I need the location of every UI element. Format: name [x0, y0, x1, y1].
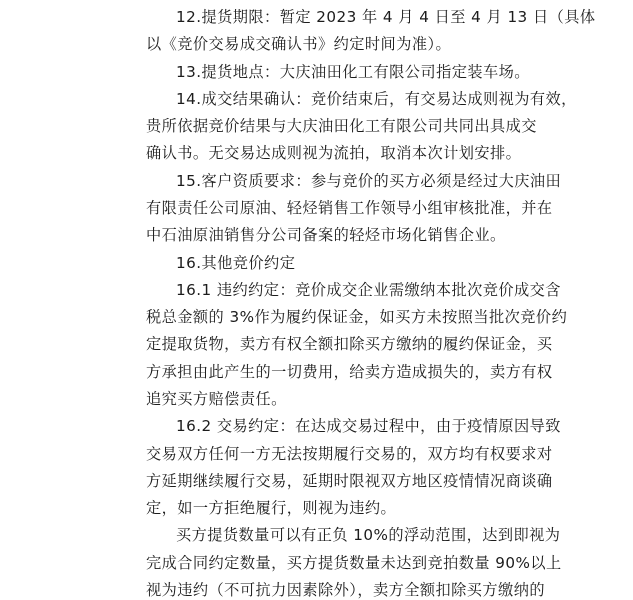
text-line: 中石油原油销售分公司备案的轻烃市场化销售企业。 — [146, 226, 506, 244]
text-line: 定提取货物，卖方有权全额扣除买方缴纳的履约保证金，买 — [146, 335, 553, 353]
text-line: 定，如一方拒绝履行，则视为违约。 — [146, 499, 397, 517]
text-line: 交易双方任何一方无法按期履行交易的，双方均有权要求对 — [146, 445, 553, 463]
section-heading: 16.其他竞价约定 — [176, 254, 296, 272]
text-line: 确认书。无交易达成则视为流拍，取消本次计划安排。 — [146, 144, 522, 162]
text-line: 16.1 违约约定：竞价成交企业需缴纳本批次竞价成交含 — [176, 281, 561, 299]
text-line: 16.2 交易约定：在达成交易过程中，由于疫情原因导致 — [176, 417, 561, 435]
text-line: 方承担由此产生的一切费用，给卖方造成损失的，卖方有权 — [146, 363, 553, 381]
text-line: 以《竞价交易成交确认书》约定时间为准）。 — [146, 35, 452, 53]
text-line: 14.成交结果确认：竞价结束后，有交易达成则视为有效， — [176, 90, 577, 108]
text-line: 买方提货数量可以有正负 10%的浮动范围，达到即视为 — [176, 526, 561, 544]
text-line: 12.提货期限：暂定 2023 年 4 月 4 日至 4 月 13 日（具体 — [176, 8, 596, 26]
text-line: 完成合同约定数量，买方提货数量未达到竞拍数量 90%以上 — [146, 554, 562, 572]
text-line: 贵所依据竞价结果与大庆油田化工有限公司共同出具成交 — [146, 117, 537, 135]
text-line: 追究买方赔偿责任。 — [146, 390, 287, 408]
text-line: 13.提货地点：大庆油田化工有限公司指定装车场。 — [176, 63, 530, 81]
text-line: 有限责任公司原油、轻烃销售工作领导小组审核批准，并在 — [146, 199, 553, 217]
text-line: 方延期继续履行交易，延期时限视双方地区疫情情况商谈确 — [146, 472, 553, 490]
text-line: 视为违约（不可抗力因素除外），卖方全额扣除买方缴纳的 — [146, 581, 545, 599]
text-line: 税总金额的 3%作为履约保证金，如买方未按照当批次竞价约 — [146, 308, 568, 326]
text-line: 15.客户资质要求：参与竞价的买方必须是经过大庆油田 — [176, 172, 562, 190]
